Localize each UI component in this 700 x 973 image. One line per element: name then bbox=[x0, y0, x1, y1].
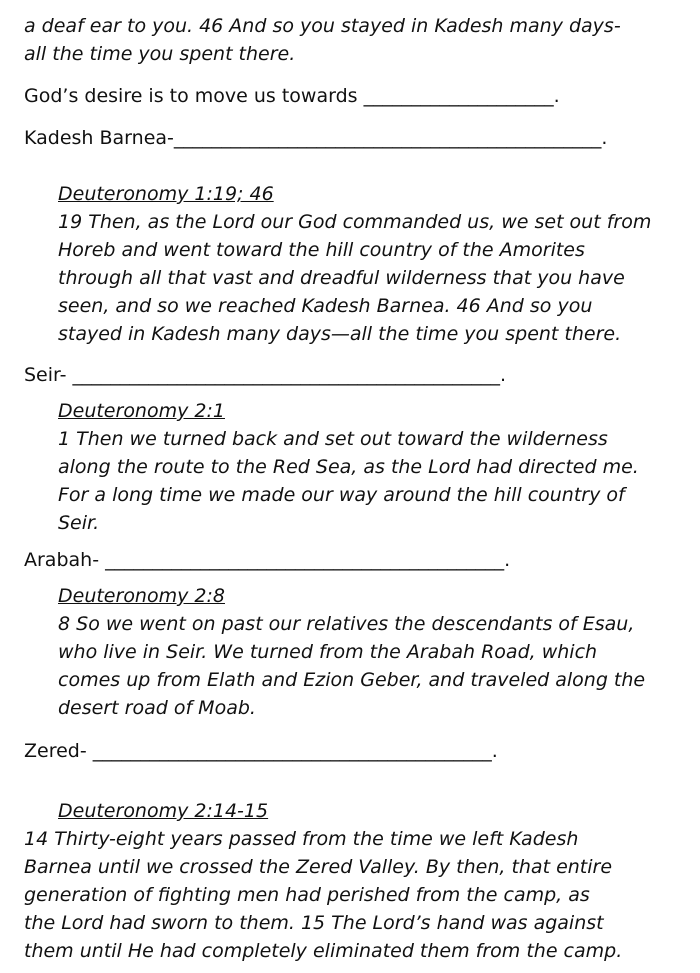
intro-line-1: a deaf ear to you. 46 And so you stayed in Kadesh many days- bbox=[24, 15, 621, 37]
passage-line: the Lord had sworn to them. 15 The Lord’s hand was against bbox=[24, 912, 604, 934]
passage-line: seen, and so we reached Kadesh Barnea. 46 And so you bbox=[58, 295, 593, 317]
intro-line-2: all the time you spent there. bbox=[24, 43, 296, 65]
passage-reference: Deuteronomy 2:8 bbox=[58, 585, 225, 607]
passage-line: through all that vast and dreadful wilderness that you have bbox=[58, 267, 625, 289]
passage-line: along the route to the Red Sea, as the Lord had directed me. bbox=[58, 456, 639, 478]
passage-line: Horeb and went toward the hill country of the Amorites bbox=[58, 239, 585, 261]
passage-line: Seir. bbox=[58, 512, 100, 534]
passage-reference: Deuteronomy 2:14-15 bbox=[58, 800, 269, 822]
passage-line: For a long time we made our way around the hill country of bbox=[58, 484, 625, 506]
passage-line: comes up from Elath and Ezion Geber, and traveled along the bbox=[58, 669, 646, 691]
prompt-gods-desire: God’s desire is to move us towards ____________________. bbox=[24, 85, 560, 107]
passage-line: 14 Thirty-eight years passed from the time we left Kadesh bbox=[24, 828, 579, 850]
prompt-seir: Seir- _____________________________________________. bbox=[24, 364, 507, 386]
passage-line: 19 Then, as the Lord our God commanded us, we set out from bbox=[58, 211, 652, 233]
passage-reference: Deuteronomy 2:1 bbox=[58, 400, 225, 422]
prompt-kadesh-barnea: Kadesh Barnea-_____________________________________________. bbox=[24, 127, 608, 149]
passage-line: 1 Then we turned back and set out toward the wilderness bbox=[58, 428, 608, 450]
passage-line: who live in Seir. We turned from the Arabah Road, which bbox=[58, 641, 598, 663]
passage-line: stayed in Kadesh many days—all the time you spent there. bbox=[58, 323, 622, 345]
passage-line: Barnea until we crossed the Zered Valley. By then, that entire bbox=[24, 856, 613, 878]
passage-line: them until He had completely eliminated them from the camp. bbox=[24, 940, 623, 962]
prompt-arabah: Arabah- __________________________________________. bbox=[24, 549, 511, 571]
passage-line: generation of fighting men had perished from the camp, as bbox=[24, 884, 590, 906]
passage-line: desert road of Moab. bbox=[58, 697, 256, 719]
passage-reference: Deuteronomy 1:19; 46 bbox=[58, 183, 274, 205]
passage-line: 8 So we went on past our relatives the descendants of Esau, bbox=[58, 613, 635, 635]
prompt-zered: Zered- __________________________________________. bbox=[24, 740, 498, 762]
